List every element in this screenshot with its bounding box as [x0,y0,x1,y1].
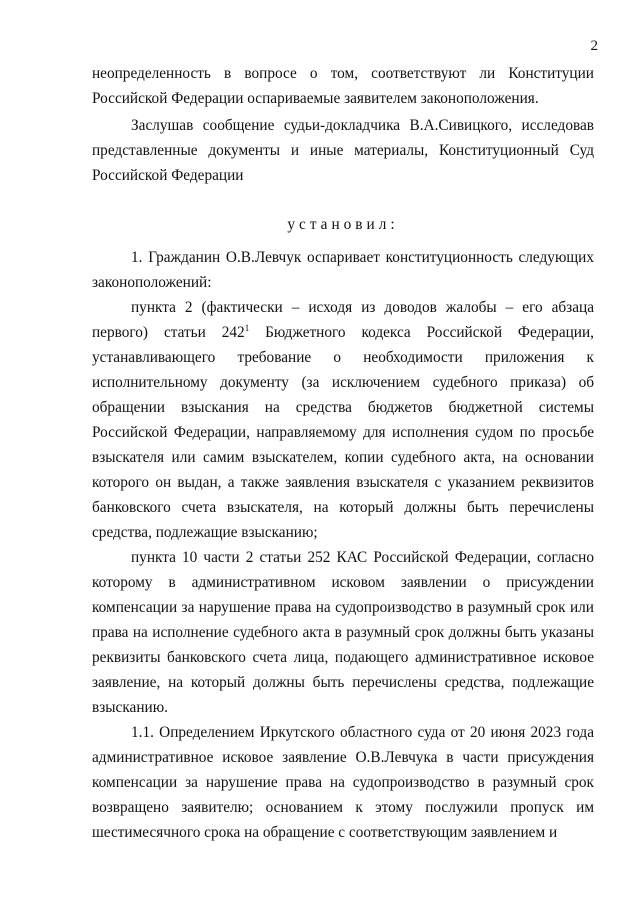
paragraph-budget-code-rest: Бюджетного кодекса Российской Федерации, устанавливающего требование о необходимости приложения к исполнительному документу (за исключением судебного приказа) об обращении взыскания на средства бюджетов бюджетной системы Российской Федерации, направляемому для исполнения судом по просьбе взыскателя или самим взыскателем, копии судебного акта, на основании которого он выдан, а также заявления взыскателя с указанием реквизитов банковского счета взыскателя, на который должны быть перечислены средства, подлежащие взысканию; [92,324,594,541]
document-body [92,61,594,845]
page-number: 2 [590,38,598,54]
paragraph-budget-code [92,295,594,545]
paragraph-1-1: 1.1. Определением Иркутского областного суда от 20 июня 2023 года административное исковое заявление О.В.Левчука в части присуждения компенсации за нарушение права на судопроизводство в разумный срок возвращено заявителю; основанием к этому послужили пропуск им шестимесячного срока на обращение с соответствующим заявлением и [92,724,594,841]
paragraph-continuation: неопределенность в вопросе о том, соответствуют ли Конституции Российской Федерации оспариваемые заявителем законоположения. [92,65,594,107]
paragraph-kas: пункта 10 части 2 статьи 252 КАС Российской Федерации, согласно которому в административном исковом заявлении о присуждении компенсации за нарушение права на судопроизводство в разумный срок или права на исполнение судебного акта в разумный срок должны быть указаны реквизиты банковского счета лица, подающего административное исковое заявление, на который должны быть перечислены средства, подлежащие взысканию. [92,549,594,716]
article-superscript: 1 [244,323,250,333]
paragraph-hearing: Заслушав сообщение судьи-докладчика В.А.Сивицкого, исследовав представленные документы и иные материалы, Конституционный Суд Российской Федерации [92,117,594,184]
section-heading: установил: [287,216,399,233]
paragraph-budget-code-start: пункта 2 (фактически – исходя из доводов жалобы – его абзаца первого) статьи 242 [92,299,594,341]
paragraph-1: 1. Гражданин О.В.Левчук оспаривает конституционность следующих законоположений: [92,249,594,291]
